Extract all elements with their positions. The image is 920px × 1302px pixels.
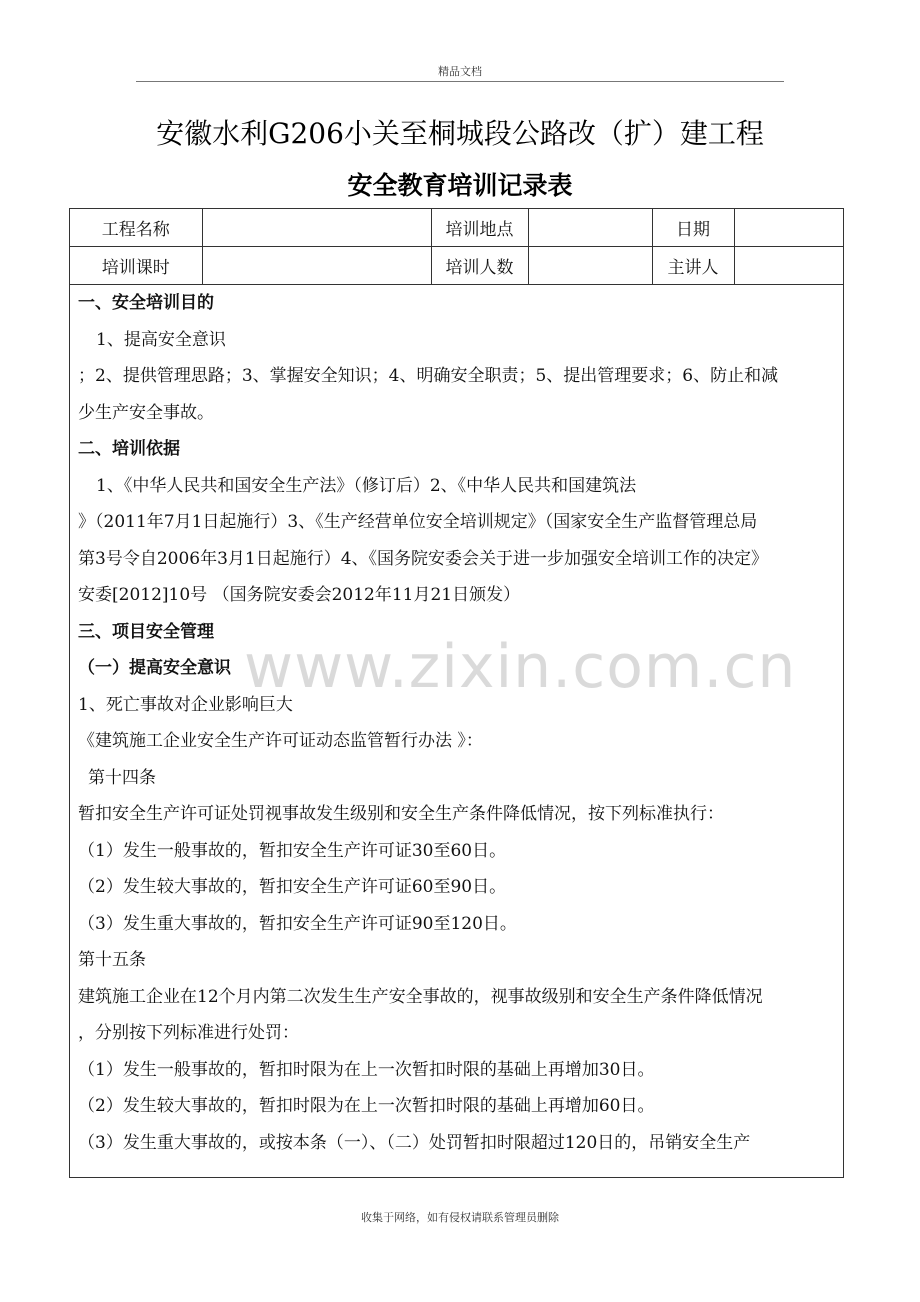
date-value[interactable] — [734, 209, 843, 247]
training-location-value[interactable] — [528, 209, 652, 247]
page-footer-label: 收集于网络，如有侵权请联系管理员删除 — [361, 1211, 559, 1224]
header-divider — [136, 81, 784, 82]
content-line: （2）发生较大事故的，暂扣安全生产许可证60至90日。 — [78, 877, 507, 897]
info-row-2 — [70, 247, 843, 285]
section-heading: （一）提高安全意识 — [78, 658, 231, 678]
section-heading: 三、项目安全管理 — [78, 621, 214, 642]
content-line: 安委[2012]10号 （国务院安委会2012年11月21日颁发） — [78, 585, 521, 605]
content-line: （2）发生较大事故的，暂扣时限为在上一次暂扣时限的基础上再增加60日。 — [78, 1096, 655, 1116]
training-hours-label: 培训课时 — [70, 247, 202, 285]
content-line: ，分别按下列标准进行处罚： — [78, 1023, 299, 1043]
content-line: 建筑施工企业在12个月内第二次发生生产安全事故的，视事故级别和安全生产条件降低情况 — [78, 986, 763, 1007]
training-content — [78, 285, 838, 1161]
project-name-label: 工程名称 — [70, 209, 202, 247]
content-line: （3）发生重大事故的，暂扣安全生产许可证90至120日。 — [78, 913, 517, 934]
record-form — [69, 208, 844, 1178]
content-line: 1、《中华人民共和国安全生产法》（修订后）2、《中华人民共和国建筑法 — [96, 475, 637, 496]
document-subtitle: 安全教育培训记录表 — [347, 171, 573, 200]
lecturer-label: 主讲人 — [652, 247, 734, 285]
training-hours-value[interactable] — [202, 247, 431, 285]
content-line: 第3号令自2006年3月1日起施行）4、《国务院安委会关于进一步加强安全培训工作的决定》 — [78, 548, 769, 569]
content-line: 少生产安全事故。 — [78, 402, 214, 423]
content-line: 暂扣安全生产许可证处罚视事故发生级别和安全生产条件降低情况，按下列标准执行： — [78, 804, 724, 824]
trainee-count-value[interactable] — [528, 247, 652, 285]
content-line: 第十四条 — [88, 767, 156, 788]
content-line: 第十五条 — [78, 950, 146, 970]
trainee-count-label: 培训人数 — [431, 247, 528, 285]
info-row-1 — [70, 209, 843, 247]
content-line: （1）发生一般事故的，暂扣安全生产许可证30至60日。 — [78, 840, 507, 861]
section-heading: 二、培训依据 — [78, 439, 180, 459]
watermark-text: www.zixin.com.cn — [244, 632, 797, 702]
page-header-label: 精品文档 — [438, 65, 482, 78]
content-line: ；2、提供管理思路；3、掌握安全知识；4、明确安全职责；5、提出管理要求；6、防止和减 — [78, 366, 779, 386]
content-line: （3）发生重大事故的，或按本条（一）、（二）处罚暂扣时限超过120日的，吊销安全生产 — [78, 1132, 751, 1153]
lecturer-value[interactable] — [734, 247, 843, 285]
content-line: （1）发生一般事故的，暂扣时限为在上一次暂扣时限的基础上再增加30日。 — [78, 1059, 655, 1080]
training-location-label: 培训地点 — [431, 209, 528, 247]
content-line: 1、提高安全意识 — [96, 329, 226, 350]
content-line: 》（2011年7月1日起施行）3、《生产经营单位安全培训规定》（国家安全生产监督管理总局 — [78, 512, 758, 532]
document-title: 安徽水利G206小关至桐城段公路改（扩）建工程 — [156, 117, 764, 150]
content-line: 1、死亡事故对企业影响巨大 — [78, 694, 293, 715]
date-label: 日期 — [652, 209, 734, 247]
content-line: 《建筑施工企业安全生产许可证动态监管暂行办法 》： — [78, 731, 483, 751]
section-heading: 一、安全培训目的 — [78, 293, 214, 313]
info-table — [70, 209, 843, 285]
project-name-value[interactable] — [202, 209, 431, 247]
